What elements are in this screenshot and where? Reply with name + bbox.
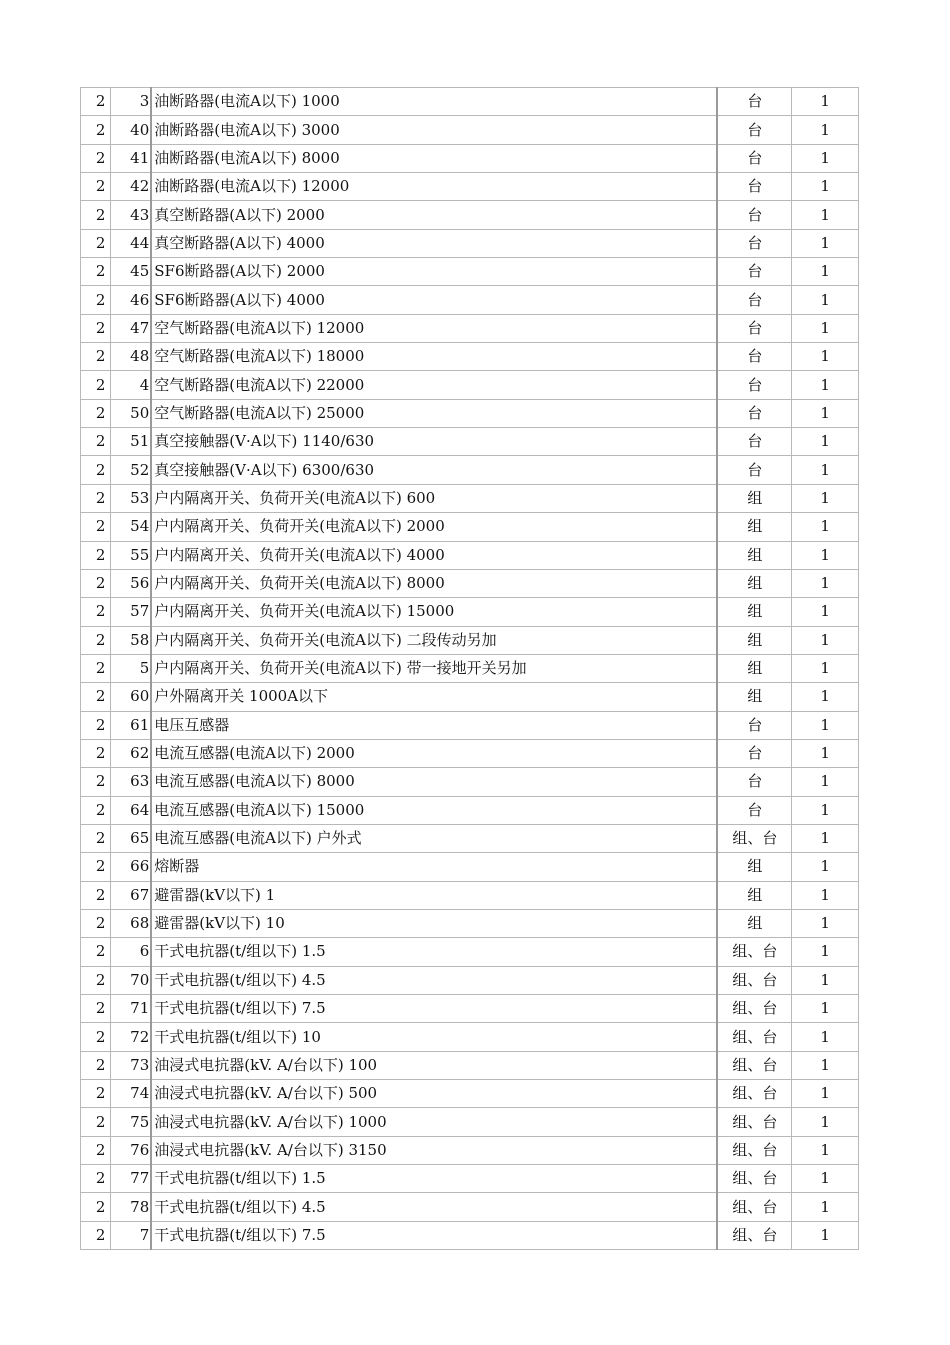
row-group-cell: 2 <box>81 598 111 626</box>
unit-cell: 台 <box>717 371 791 399</box>
row-group-cell: 2 <box>81 654 111 682</box>
row-index-cell: 65 <box>111 824 151 852</box>
unit-cell: 台 <box>717 456 791 484</box>
item-name-cell: 油浸式电抗器(kV. A/台以下) 500 <box>151 1080 717 1108</box>
row-group-cell: 2 <box>81 428 111 456</box>
table-row <box>81 286 859 314</box>
row-index-cell: 6 <box>111 938 151 966</box>
item-name-cell: 避雷器(kV以下) 1 <box>151 881 717 909</box>
item-name-cell: 油断路器(电流A以下) 12000 <box>151 173 717 201</box>
unit-cell: 台 <box>717 739 791 767</box>
table-row <box>81 966 859 994</box>
quantity-cell: 1 <box>792 1136 859 1164</box>
row-index-cell: 71 <box>111 995 151 1023</box>
row-index-cell: 64 <box>111 796 151 824</box>
row-index-cell: 41 <box>111 144 151 172</box>
quantity-cell: 1 <box>792 683 859 711</box>
row-group-cell: 2 <box>81 541 111 569</box>
row-index-cell: 67 <box>111 881 151 909</box>
item-name-cell: 避雷器(kV以下) 10 <box>151 909 717 937</box>
unit-cell: 台 <box>717 229 791 257</box>
row-index-cell: 51 <box>111 428 151 456</box>
table-row <box>81 1193 859 1221</box>
table-row <box>81 796 859 824</box>
table-row <box>81 881 859 909</box>
row-index-cell: 52 <box>111 456 151 484</box>
row-index-cell: 45 <box>111 258 151 286</box>
table-row <box>81 314 859 342</box>
unit-cell: 台 <box>717 343 791 371</box>
quantity-cell: 1 <box>792 938 859 966</box>
quantity-cell: 1 <box>792 654 859 682</box>
row-index-cell: 66 <box>111 853 151 881</box>
unit-cell: 台 <box>717 768 791 796</box>
row-index-cell: 76 <box>111 1136 151 1164</box>
quantity-cell: 1 <box>792 173 859 201</box>
row-group-cell: 2 <box>81 569 111 597</box>
unit-cell: 组、台 <box>717 1221 791 1249</box>
item-name-cell: 户内隔离开关、负荷开关(电流A以下) 2000 <box>151 513 717 541</box>
row-index-cell: 5 <box>111 654 151 682</box>
row-group-cell: 2 <box>81 995 111 1023</box>
table-row <box>81 1080 859 1108</box>
row-group-cell: 2 <box>81 88 111 116</box>
table-row <box>81 229 859 257</box>
unit-cell: 组、台 <box>717 1165 791 1193</box>
quantity-cell: 1 <box>792 201 859 229</box>
quantity-cell: 1 <box>792 399 859 427</box>
table-row <box>81 1051 859 1079</box>
table-row <box>81 456 859 484</box>
quantity-cell: 1 <box>792 1108 859 1136</box>
unit-cell: 组、台 <box>717 966 791 994</box>
row-group-cell: 2 <box>81 1108 111 1136</box>
unit-cell: 组、台 <box>717 938 791 966</box>
unit-cell: 组 <box>717 909 791 937</box>
table-row <box>81 1165 859 1193</box>
table-row <box>81 768 859 796</box>
quantity-cell: 1 <box>792 513 859 541</box>
item-name-cell: 真空断路器(A以下) 4000 <box>151 229 717 257</box>
row-index-cell: 40 <box>111 116 151 144</box>
table-row <box>81 683 859 711</box>
item-name-cell: 油浸式电抗器(kV. A/台以下) 1000 <box>151 1108 717 1136</box>
row-index-cell: 44 <box>111 229 151 257</box>
quantity-cell: 1 <box>792 286 859 314</box>
item-name-cell: 干式电抗器(t/组以下) 10 <box>151 1023 717 1051</box>
item-name-cell: 干式电抗器(t/组以下) 1.5 <box>151 938 717 966</box>
item-name-cell: 熔断器 <box>151 853 717 881</box>
table-row <box>81 1136 859 1164</box>
unit-cell: 组、台 <box>717 1051 791 1079</box>
item-name-cell: 干式电抗器(t/组以下) 4.5 <box>151 1193 717 1221</box>
row-index-cell: 70 <box>111 966 151 994</box>
row-group-cell: 2 <box>81 739 111 767</box>
row-index-cell: 43 <box>111 201 151 229</box>
row-index-cell: 3 <box>111 88 151 116</box>
row-index-cell: 75 <box>111 1108 151 1136</box>
row-group-cell: 2 <box>81 824 111 852</box>
quantity-cell: 1 <box>792 541 859 569</box>
item-name-cell: 户外隔离开关 1000A以下 <box>151 683 717 711</box>
table-row <box>81 739 859 767</box>
row-group-cell: 2 <box>81 116 111 144</box>
unit-cell: 组 <box>717 569 791 597</box>
item-name-cell: 空气断路器(电流A以下) 12000 <box>151 314 717 342</box>
row-group-cell: 2 <box>81 1193 111 1221</box>
unit-cell: 组、台 <box>717 995 791 1023</box>
table-row <box>81 853 859 881</box>
unit-cell: 台 <box>717 399 791 427</box>
item-name-cell: 电流互感器(电流A以下) 8000 <box>151 768 717 796</box>
row-index-cell: 60 <box>111 683 151 711</box>
row-group-cell: 2 <box>81 484 111 512</box>
quantity-cell: 1 <box>792 88 859 116</box>
table-row <box>81 711 859 739</box>
item-name-cell: 油断路器(电流A以下) 3000 <box>151 116 717 144</box>
item-name-cell: 干式电抗器(t/组以下) 7.5 <box>151 1221 717 1249</box>
item-name-cell: 户内隔离开关、负荷开关(电流A以下) 二段传动另加 <box>151 626 717 654</box>
row-index-cell: 68 <box>111 909 151 937</box>
row-index-cell: 50 <box>111 399 151 427</box>
row-group-cell: 2 <box>81 371 111 399</box>
table-row <box>81 995 859 1023</box>
item-name-cell: 空气断路器(电流A以下) 25000 <box>151 399 717 427</box>
row-index-cell: 54 <box>111 513 151 541</box>
row-group-cell: 2 <box>81 796 111 824</box>
unit-cell: 组 <box>717 513 791 541</box>
unit-cell: 组、台 <box>717 1136 791 1164</box>
row-group-cell: 2 <box>81 683 111 711</box>
quantity-cell: 1 <box>792 1193 859 1221</box>
item-name-cell: 真空断路器(A以下) 2000 <box>151 201 717 229</box>
item-name-cell: 干式电抗器(t/组以下) 1.5 <box>151 1165 717 1193</box>
unit-cell: 组、台 <box>717 824 791 852</box>
unit-cell: 组 <box>717 626 791 654</box>
unit-cell: 台 <box>717 314 791 342</box>
item-name-cell: 户内隔离开关、负荷开关(电流A以下) 15000 <box>151 598 717 626</box>
quantity-cell: 1 <box>792 995 859 1023</box>
unit-cell: 组 <box>717 598 791 626</box>
row-group-cell: 2 <box>81 144 111 172</box>
quantity-cell: 1 <box>792 343 859 371</box>
row-group-cell: 2 <box>81 626 111 654</box>
quantity-cell: 1 <box>792 569 859 597</box>
table-row <box>81 541 859 569</box>
table-row <box>81 399 859 427</box>
row-index-cell: 7 <box>111 1221 151 1249</box>
row-group-cell: 2 <box>81 853 111 881</box>
quantity-cell: 1 <box>792 909 859 937</box>
unit-cell: 台 <box>717 428 791 456</box>
row-index-cell: 72 <box>111 1023 151 1051</box>
unit-cell: 组 <box>717 541 791 569</box>
item-name-cell: SF6断路器(A以下) 4000 <box>151 286 717 314</box>
table-row <box>81 938 859 966</box>
row-index-cell: 74 <box>111 1080 151 1108</box>
table-row <box>81 824 859 852</box>
row-group-cell: 2 <box>81 201 111 229</box>
quantity-cell: 1 <box>792 796 859 824</box>
item-name-cell: 电流互感器(电流A以下) 15000 <box>151 796 717 824</box>
row-group-cell: 2 <box>81 456 111 484</box>
quantity-cell: 1 <box>792 484 859 512</box>
quantity-cell: 1 <box>792 626 859 654</box>
row-index-cell: 62 <box>111 739 151 767</box>
row-group-cell: 2 <box>81 966 111 994</box>
unit-cell: 台 <box>717 796 791 824</box>
row-group-cell: 2 <box>81 399 111 427</box>
table-row <box>81 569 859 597</box>
unit-cell: 台 <box>717 116 791 144</box>
quantity-cell: 1 <box>792 1051 859 1079</box>
table-row <box>81 598 859 626</box>
table-row <box>81 1221 859 1249</box>
row-group-cell: 2 <box>81 1136 111 1164</box>
row-index-cell: 48 <box>111 343 151 371</box>
unit-cell: 组 <box>717 484 791 512</box>
item-name-cell: 油浸式电抗器(kV. A/台以下) 100 <box>151 1051 717 1079</box>
unit-cell: 台 <box>717 711 791 739</box>
unit-cell: 组、台 <box>717 1193 791 1221</box>
row-group-cell: 2 <box>81 938 111 966</box>
table-row <box>81 428 859 456</box>
quantity-cell: 1 <box>792 229 859 257</box>
quantity-cell: 1 <box>792 853 859 881</box>
row-index-cell: 4 <box>111 371 151 399</box>
unit-cell: 台 <box>717 201 791 229</box>
quantity-cell: 1 <box>792 456 859 484</box>
item-name-cell: 干式电抗器(t/组以下) 4.5 <box>151 966 717 994</box>
table-row <box>81 144 859 172</box>
row-group-cell: 2 <box>81 1165 111 1193</box>
item-name-cell: 空气断路器(电流A以下) 22000 <box>151 371 717 399</box>
equipment-table <box>80 87 859 1250</box>
row-group-cell: 2 <box>81 286 111 314</box>
table-row <box>81 343 859 371</box>
unit-cell: 台 <box>717 173 791 201</box>
quantity-cell: 1 <box>792 824 859 852</box>
row-group-cell: 2 <box>81 1080 111 1108</box>
row-group-cell: 2 <box>81 909 111 937</box>
row-index-cell: 55 <box>111 541 151 569</box>
quantity-cell: 1 <box>792 768 859 796</box>
quantity-cell: 1 <box>792 598 859 626</box>
row-index-cell: 77 <box>111 1165 151 1193</box>
unit-cell: 组、台 <box>717 1108 791 1136</box>
row-group-cell: 2 <box>81 258 111 286</box>
equipment-table-body <box>81 88 859 1250</box>
table-row <box>81 88 859 116</box>
table-row <box>81 1023 859 1051</box>
unit-cell: 组 <box>717 853 791 881</box>
row-group-cell: 2 <box>81 1221 111 1249</box>
row-group-cell: 2 <box>81 768 111 796</box>
item-name-cell: 空气断路器(电流A以下) 18000 <box>151 343 717 371</box>
quantity-cell: 1 <box>792 314 859 342</box>
quantity-cell: 1 <box>792 966 859 994</box>
row-index-cell: 47 <box>111 314 151 342</box>
quantity-cell: 1 <box>792 881 859 909</box>
row-index-cell: 63 <box>111 768 151 796</box>
quantity-cell: 1 <box>792 428 859 456</box>
table-row <box>81 484 859 512</box>
quantity-cell: 1 <box>792 371 859 399</box>
row-group-cell: 2 <box>81 1051 111 1079</box>
quantity-cell: 1 <box>792 739 859 767</box>
quantity-cell: 1 <box>792 258 859 286</box>
item-name-cell: 户内隔离开关、负荷开关(电流A以下) 8000 <box>151 569 717 597</box>
item-name-cell: 真空接触器(V·A以下) 1140/630 <box>151 428 717 456</box>
row-index-cell: 78 <box>111 1193 151 1221</box>
table-row <box>81 258 859 286</box>
item-name-cell: 电压互感器 <box>151 711 717 739</box>
unit-cell: 台 <box>717 258 791 286</box>
row-group-cell: 2 <box>81 1023 111 1051</box>
item-name-cell: 电流互感器(电流A以下) 户外式 <box>151 824 717 852</box>
quantity-cell: 1 <box>792 1221 859 1249</box>
unit-cell: 组、台 <box>717 1080 791 1108</box>
item-name-cell: 干式电抗器(t/组以下) 7.5 <box>151 995 717 1023</box>
quantity-cell: 1 <box>792 1165 859 1193</box>
item-name-cell: 油断路器(电流A以下) 8000 <box>151 144 717 172</box>
table-row <box>81 654 859 682</box>
row-index-cell: 46 <box>111 286 151 314</box>
unit-cell: 台 <box>717 88 791 116</box>
item-name-cell: 真空接触器(V·A以下) 6300/630 <box>151 456 717 484</box>
table-row <box>81 1108 859 1136</box>
item-name-cell: 油断路器(电流A以下) 1000 <box>151 88 717 116</box>
row-index-cell: 53 <box>111 484 151 512</box>
row-index-cell: 56 <box>111 569 151 597</box>
quantity-cell: 1 <box>792 711 859 739</box>
row-index-cell: 61 <box>111 711 151 739</box>
row-index-cell: 58 <box>111 626 151 654</box>
row-group-cell: 2 <box>81 881 111 909</box>
unit-cell: 组 <box>717 881 791 909</box>
row-group-cell: 2 <box>81 343 111 371</box>
row-group-cell: 2 <box>81 173 111 201</box>
item-name-cell: 油浸式电抗器(kV. A/台以下) 3150 <box>151 1136 717 1164</box>
quantity-cell: 1 <box>792 116 859 144</box>
unit-cell: 台 <box>717 286 791 314</box>
quantity-cell: 1 <box>792 144 859 172</box>
quantity-cell: 1 <box>792 1080 859 1108</box>
item-name-cell: 户内隔离开关、负荷开关(电流A以下) 带一接地开关另加 <box>151 654 717 682</box>
unit-cell: 组 <box>717 683 791 711</box>
table-row <box>81 201 859 229</box>
unit-cell: 组 <box>717 654 791 682</box>
row-group-cell: 2 <box>81 229 111 257</box>
item-name-cell: 电流互感器(电流A以下) 2000 <box>151 739 717 767</box>
row-index-cell: 57 <box>111 598 151 626</box>
table-row <box>81 173 859 201</box>
table-row <box>81 626 859 654</box>
row-index-cell: 42 <box>111 173 151 201</box>
row-index-cell: 73 <box>111 1051 151 1079</box>
row-group-cell: 2 <box>81 314 111 342</box>
unit-cell: 组、台 <box>717 1023 791 1051</box>
table-row <box>81 116 859 144</box>
row-group-cell: 2 <box>81 711 111 739</box>
item-name-cell: 户内隔离开关、负荷开关(电流A以下) 4000 <box>151 541 717 569</box>
item-name-cell: 户内隔离开关、负荷开关(电流A以下) 600 <box>151 484 717 512</box>
row-group-cell: 2 <box>81 513 111 541</box>
table-row <box>81 909 859 937</box>
unit-cell: 台 <box>717 144 791 172</box>
table-row <box>81 513 859 541</box>
quantity-cell: 1 <box>792 1023 859 1051</box>
table-row <box>81 371 859 399</box>
item-name-cell: SF6断路器(A以下) 2000 <box>151 258 717 286</box>
